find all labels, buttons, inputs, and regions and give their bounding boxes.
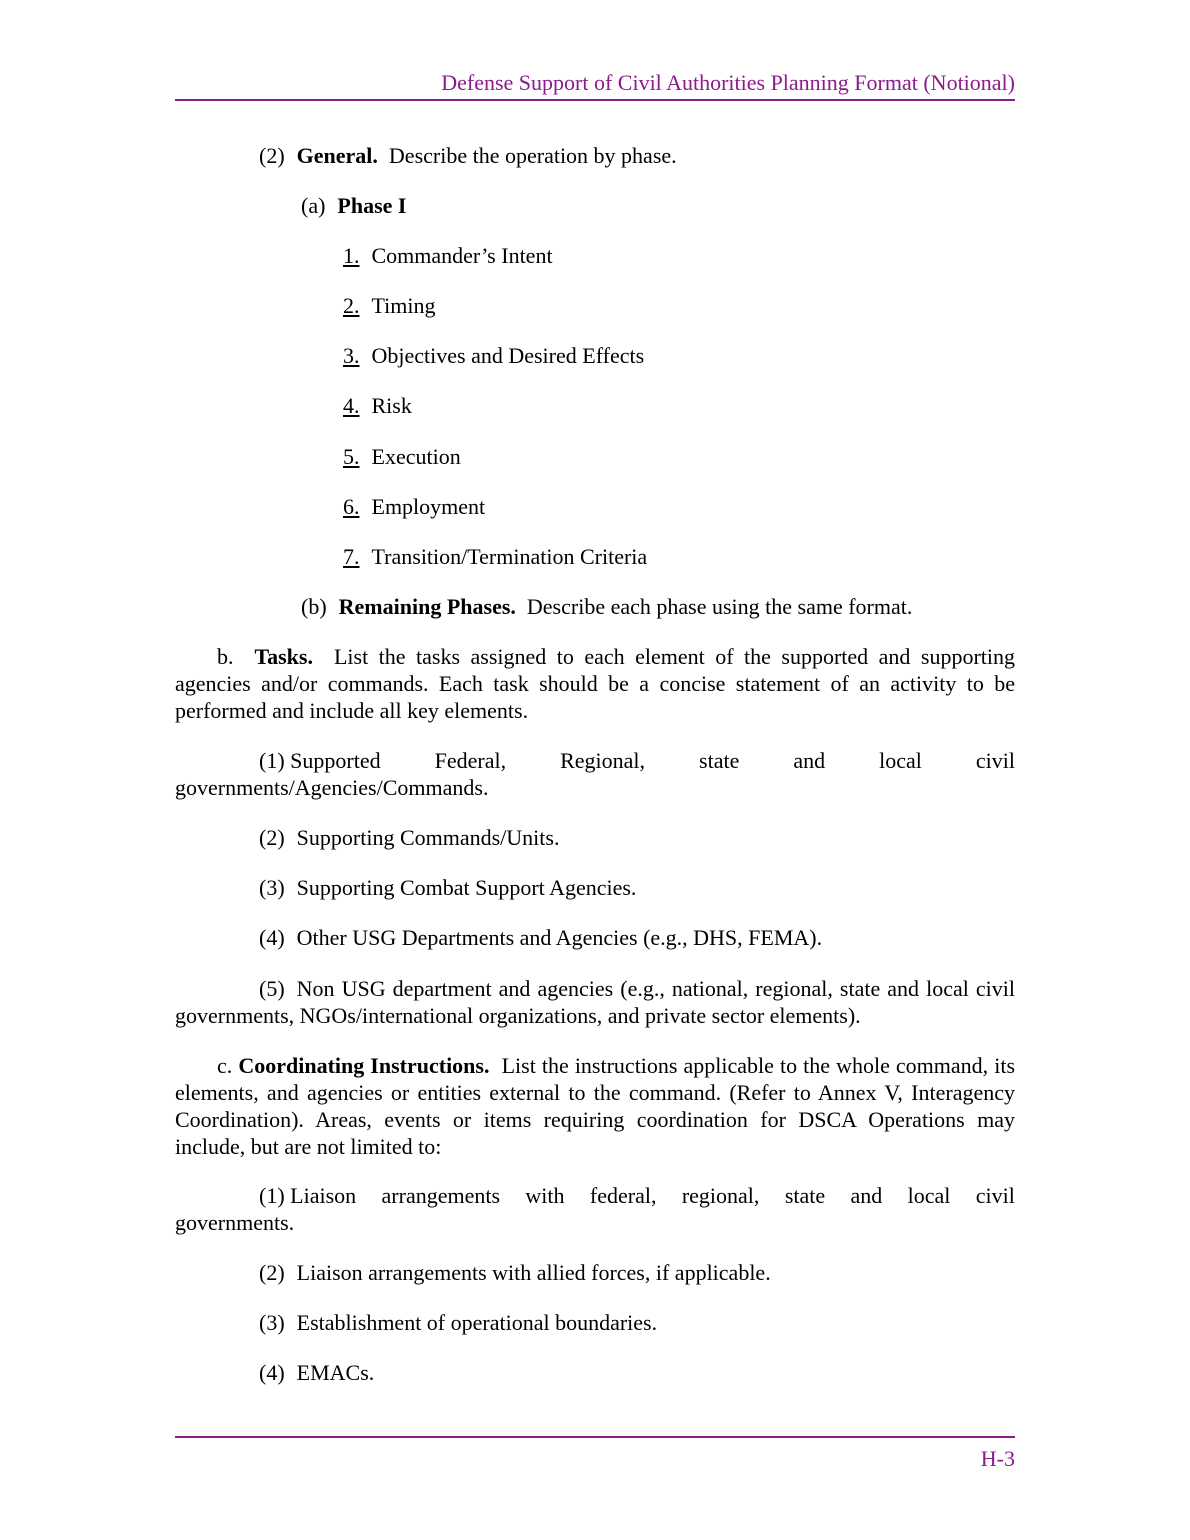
phase-item — [343, 392, 412, 419]
coordinating-item-number: (3) — [259, 1310, 285, 1335]
general-text: Describe the operation by phase. — [388, 143, 677, 168]
coordinating-item-1-line — [259, 1182, 1015, 1209]
coordinating-number: c. — [217, 1053, 233, 1078]
phase-item — [343, 443, 461, 470]
remaining-heading: Remaining Phases. — [338, 594, 516, 619]
tasks-paragraph — [175, 643, 1015, 724]
phase-item-number: 5. — [343, 444, 360, 469]
tasks-item-number: (2) — [259, 825, 285, 850]
phase-item — [343, 342, 644, 369]
coordinating-item-1-continuation: governments. — [175, 1210, 295, 1235]
coordinating-item — [259, 1309, 657, 1336]
header-rule — [175, 99, 1015, 101]
tasks-item-1-continuation: governments/Agencies/Commands. — [175, 775, 489, 800]
tasks-text: List the tasks assigned to each element of the supported and supporting agencies and/or commands. Each task should be a concise statement of an activity to be performed and include all key elements. — [175, 644, 1016, 723]
phase-item-number: 2. — [343, 293, 360, 318]
word: with — [525, 1183, 565, 1208]
header-title: Defense Support of Civil Authorities Planning Format (Notional) — [441, 70, 1015, 95]
tasks-item — [259, 924, 822, 951]
tasks-item-text: Supporting Combat Support Agencies. — [296, 875, 637, 900]
tasks-item-number: (4) — [259, 925, 285, 950]
general-heading: General. — [296, 143, 378, 168]
coordinating-text: List the instructions applicable to the whole command, its elements, and agencies or entities external to the command. (Refer to Annex V, Interagency Coordination). Areas, events or items requiring coordination for DSCA Operations may include, but are not limited to: — [175, 1053, 1016, 1159]
word: state — [699, 748, 740, 773]
phase-one-number: (a) — [301, 193, 326, 218]
page-number: H-3 — [980, 1446, 1015, 1471]
coordinating-item — [259, 1259, 771, 1286]
coordinating-item-number: (4) — [259, 1360, 285, 1385]
tasks-item-text: Other USG Departments and Agencies (e.g., DHS, FEMA). — [296, 925, 823, 950]
phase-item-number: 4. — [343, 393, 360, 418]
tasks-item — [259, 824, 559, 851]
phase-item-label: Commander’s Intent — [371, 243, 553, 268]
tasks-item-text: Supporting Commands/Units. — [296, 825, 560, 850]
footer-rule — [175, 1436, 1015, 1438]
coordinating-item-number: (2) — [259, 1260, 285, 1285]
phase-item-label: Transition/Termination Criteria — [371, 544, 648, 569]
phase-item — [343, 242, 553, 269]
coordinating-item-text: Liaison arrangements with allied forces, if applicable. — [296, 1260, 771, 1285]
tasks-item — [259, 874, 636, 901]
word: local — [879, 748, 922, 773]
word: civil — [975, 748, 1015, 773]
word: Federal, — [434, 748, 507, 773]
tasks-heading: Tasks. — [254, 644, 313, 669]
tasks-item-number: (1) Supported — [259, 748, 381, 773]
phase-item — [343, 543, 647, 570]
remaining-phases-paragraph — [301, 593, 912, 620]
phase-item-number: 6. — [343, 494, 360, 519]
coordinating-item-text: Establishment of operational boundaries. — [296, 1310, 658, 1335]
phase-one-heading: Phase I — [337, 193, 407, 218]
phase-item-label: Execution — [371, 444, 461, 469]
tasks-item-1-line — [259, 747, 1015, 774]
word: and — [850, 1183, 883, 1208]
phase-item-label: Timing — [371, 293, 436, 318]
phase-item — [343, 493, 485, 520]
phase-item-number: 1. — [343, 243, 360, 268]
coordinating-paragraph — [175, 1052, 1015, 1160]
word: civil — [975, 1183, 1015, 1208]
general-paragraph — [259, 142, 677, 169]
remaining-text: Describe each phase using the same format. — [526, 594, 913, 619]
coordinating-item-number: (1) Liaison — [259, 1183, 357, 1208]
phase-item-number: 3. — [343, 343, 360, 368]
remaining-number: (b) — [301, 594, 327, 619]
phase-item-label: Risk — [371, 393, 412, 418]
phase-item-label: Objectives and Desired Effects — [371, 343, 645, 368]
coordinating-item-text: EMACs. — [296, 1360, 375, 1385]
tasks-item-number: (3) — [259, 875, 285, 900]
tasks-item-5-paragraph — [175, 975, 1015, 1029]
tasks-item-text: Non USG department and agencies (e.g., national, regional, state and local civil governments, NGOs/international organizations, and private sector elements). — [175, 976, 1015, 1028]
word: Regional, — [560, 748, 646, 773]
phase-item — [343, 292, 436, 319]
word: regional, — [681, 1183, 760, 1208]
word: arrangements — [381, 1183, 501, 1208]
phase-one-heading-line — [301, 192, 406, 219]
general-number: (2) — [259, 143, 285, 168]
word: local — [907, 1183, 951, 1208]
phase-item-number: 7. — [343, 544, 360, 569]
word: state — [784, 1183, 826, 1208]
coordinating-item — [259, 1359, 374, 1386]
tasks-item-number: (5) — [259, 976, 285, 1001]
coordinating-heading: Coordinating Instructions. — [238, 1053, 490, 1078]
word: and — [793, 748, 826, 773]
phase-item-label: Employment — [371, 494, 486, 519]
tasks-number: b. — [217, 644, 234, 669]
word: federal, — [589, 1183, 657, 1208]
